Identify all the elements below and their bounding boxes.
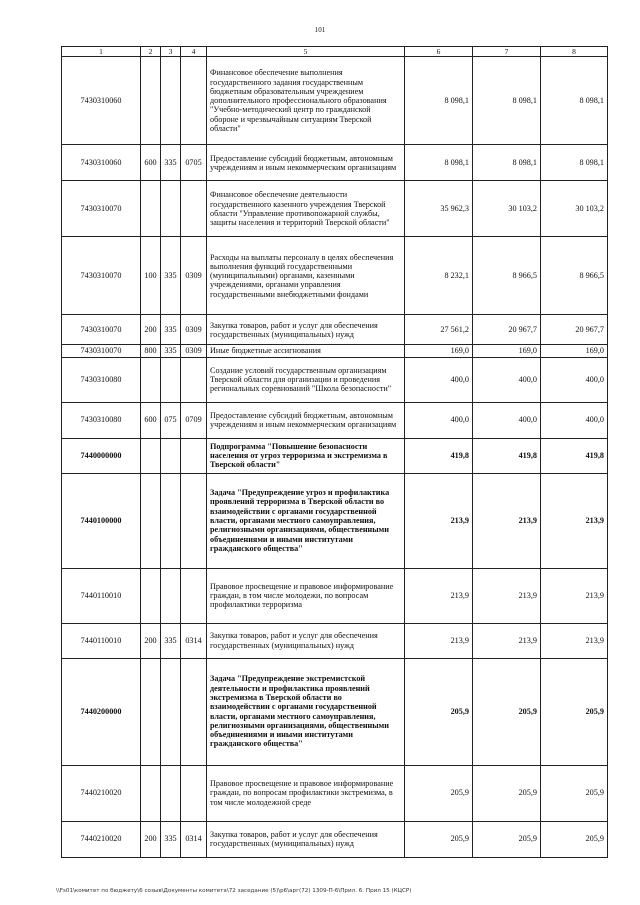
ministry-code-cell (161, 438, 181, 473)
description-cell: Правовое просвещение и правовое информирование граждан, по вопросам профилактики экстремизма, в том числе молодежной среде (207, 765, 405, 821)
expense-type-cell: 200 (141, 821, 161, 857)
description-cell: Создание условий государственным организациям Тверской области для организации и проведения региональных соревнований "Школа безопасности" (207, 357, 405, 402)
section-code-cell: 0709 (181, 402, 207, 438)
amount-year3-cell: 205,9 (541, 765, 608, 821)
description-cell: Закупка товаров, работ и услуг для обеспечения государственных (муниципальных) нужд (207, 315, 405, 345)
section-code-cell (181, 765, 207, 821)
description-cell: Финансовое обеспечение выполнения государственного задания государственным бюджетным образовательным учреждением дополнительного профессионального образования "Учебно-методический центр по гражданской обороне и чрезвычайным ситуациям Тверской области" (207, 57, 405, 145)
expense-type-cell (141, 357, 161, 402)
table-row (62, 821, 608, 857)
amount-year3-cell: 213,9 (541, 473, 608, 568)
expense-type-cell (141, 438, 161, 473)
column-header: 6 (405, 47, 473, 57)
ministry-code-cell: 335 (161, 821, 181, 857)
target-code-cell: 7440210020 (62, 821, 141, 857)
section-code-cell: 0309 (181, 237, 207, 315)
section-code-cell: 0314 (181, 821, 207, 857)
expense-type-cell (141, 181, 161, 237)
expense-type-cell: 600 (141, 145, 161, 181)
amount-year3-cell: 213,9 (541, 623, 608, 658)
target-code-cell: 7440200000 (62, 658, 141, 765)
amount-year2-cell: 20 967,7 (473, 315, 541, 345)
target-code-cell: 7430310080 (62, 357, 141, 402)
expense-type-cell (141, 765, 161, 821)
table-row (62, 473, 608, 568)
table-row (62, 57, 608, 145)
description-cell: Иные бюджетные ассигнования (207, 345, 405, 357)
amount-year3-cell: 205,9 (541, 821, 608, 857)
expense-type-cell: 600 (141, 402, 161, 438)
expense-type-cell: 800 (141, 345, 161, 357)
column-header: 4 (181, 47, 207, 57)
description-cell: Предоставление субсидий бюджетным, автономным учреждениям и иным некоммерческим организациям (207, 402, 405, 438)
budget-table (61, 46, 608, 858)
table-row (62, 765, 608, 821)
description-cell: Расходы на выплаты персоналу в целях обеспечения выполнения функций государственными (муниципальными) органами, казенными учреждениями, органами управления государственными внебюджетными фондами (207, 237, 405, 315)
column-header: 1 (62, 47, 141, 57)
section-code-cell (181, 181, 207, 237)
table-row (62, 315, 608, 345)
amount-year3-cell: 169,0 (541, 345, 608, 357)
table-row (62, 145, 608, 181)
column-header: 8 (541, 47, 608, 57)
amount-year3-cell: 419,8 (541, 438, 608, 473)
column-header: 5 (207, 47, 405, 57)
amount-year1-cell: 35 962,3 (405, 181, 473, 237)
amount-year2-cell: 400,0 (473, 357, 541, 402)
amount-year2-cell: 205,9 (473, 658, 541, 765)
table-row (62, 402, 608, 438)
section-code-cell (181, 357, 207, 402)
amount-year2-cell: 205,9 (473, 821, 541, 857)
target-code-cell: 7440110010 (62, 568, 141, 623)
expense-type-cell: 100 (141, 237, 161, 315)
target-code-cell: 7430310080 (62, 402, 141, 438)
expense-type-cell (141, 568, 161, 623)
amount-year3-cell: 400,0 (541, 402, 608, 438)
target-code-cell: 7440210020 (62, 765, 141, 821)
description-cell: Правовое просвещение и правовое информирование граждан, в том числе молодежи, по вопросам профилактики терроризма (207, 568, 405, 623)
amount-year3-cell: 30 103,2 (541, 181, 608, 237)
table-row (62, 568, 608, 623)
amount-year1-cell: 169,0 (405, 345, 473, 357)
table-row (62, 345, 608, 357)
expense-type-cell (141, 57, 161, 145)
amount-year3-cell: 8 098,1 (541, 145, 608, 181)
amount-year1-cell: 400,0 (405, 357, 473, 402)
ministry-code-cell (161, 357, 181, 402)
ministry-code-cell: 335 (161, 145, 181, 181)
table-row (62, 357, 608, 402)
amount-year1-cell: 205,9 (405, 765, 473, 821)
ministry-code-cell: 335 (161, 237, 181, 315)
amount-year2-cell: 419,8 (473, 438, 541, 473)
amount-year1-cell: 213,9 (405, 568, 473, 623)
amount-year2-cell: 169,0 (473, 345, 541, 357)
ministry-code-cell: 335 (161, 345, 181, 357)
amount-year1-cell: 8 098,1 (405, 145, 473, 181)
amount-year1-cell: 213,9 (405, 623, 473, 658)
section-code-cell (181, 438, 207, 473)
table-row (62, 181, 608, 237)
amount-year2-cell: 8 098,1 (473, 57, 541, 145)
ministry-code-cell (161, 473, 181, 568)
section-code-cell: 0309 (181, 315, 207, 345)
target-code-cell: 7430310070 (62, 315, 141, 345)
amount-year2-cell: 30 103,2 (473, 181, 541, 237)
target-code-cell: 7430310070 (62, 237, 141, 315)
description-cell: Предоставление субсидий бюджетным, автономным учреждениям и иным некоммерческим организациям (207, 145, 405, 181)
target-code-cell: 7430310060 (62, 57, 141, 145)
amount-year3-cell: 205,9 (541, 658, 608, 765)
page-number: 101 (314, 26, 326, 34)
amount-year2-cell: 213,9 (473, 568, 541, 623)
ministry-code-cell (161, 568, 181, 623)
table-row (62, 438, 608, 473)
ministry-code-cell (161, 658, 181, 765)
column-header: 3 (161, 47, 181, 57)
target-code-cell: 7440110010 (62, 623, 141, 658)
table-row (62, 237, 608, 315)
section-code-cell: 0314 (181, 623, 207, 658)
file-path-footer: \\Fs01\комитет по бюджету\6 созыв\Документы комитета\72 заседание (5)\р6\арг(72) 1309-П-6\Прил. 6. Прил 15 (КЦСР) (56, 888, 412, 894)
section-code-cell (181, 57, 207, 145)
amount-year3-cell: 8 966,5 (541, 237, 608, 315)
expense-type-cell: 200 (141, 623, 161, 658)
expense-type-cell (141, 473, 161, 568)
target-code-cell: 7440000000 (62, 438, 141, 473)
expense-type-cell: 200 (141, 315, 161, 345)
table-row (62, 623, 608, 658)
table-row (62, 658, 608, 765)
ministry-code-cell: 335 (161, 315, 181, 345)
ministry-code-cell: 335 (161, 623, 181, 658)
amount-year1-cell: 205,9 (405, 821, 473, 857)
description-cell: Закупка товаров, работ и услуг для обеспечения государственных (муниципальных) нужд (207, 821, 405, 857)
section-code-cell: 0309 (181, 345, 207, 357)
amount-year2-cell: 8 966,5 (473, 237, 541, 315)
amount-year3-cell: 8 098,1 (541, 57, 608, 145)
ministry-code-cell: 075 (161, 402, 181, 438)
ministry-code-cell (161, 765, 181, 821)
amount-year1-cell: 419,8 (405, 438, 473, 473)
ministry-code-cell (161, 57, 181, 145)
description-cell: Задача "Предупреждение угроз и профилактика проявлений терроризма в Тверской области во взаимодействии с органами государственной власти, органами местного самоуправления, религиозными организациями, общественными объединениями и иными институтами гражданского общества" (207, 473, 405, 568)
column-number-row (62, 47, 608, 57)
amount-year2-cell: 8 098,1 (473, 145, 541, 181)
amount-year2-cell: 213,9 (473, 623, 541, 658)
amount-year2-cell: 213,9 (473, 473, 541, 568)
amount-year2-cell: 205,9 (473, 765, 541, 821)
amount-year1-cell: 8 098,1 (405, 57, 473, 145)
section-code-cell: 0705 (181, 145, 207, 181)
target-code-cell: 7430310060 (62, 145, 141, 181)
section-code-cell (181, 658, 207, 765)
column-header: 7 (473, 47, 541, 57)
amount-year3-cell: 213,9 (541, 568, 608, 623)
amount-year1-cell: 8 232,1 (405, 237, 473, 315)
amount-year3-cell: 400,0 (541, 357, 608, 402)
amount-year3-cell: 20 967,7 (541, 315, 608, 345)
description-cell: Подпрограмма "Повышение безопасности населения от угроз терроризма и экстремизма в Тверской области" (207, 438, 405, 473)
expense-type-cell (141, 658, 161, 765)
amount-year1-cell: 205,9 (405, 658, 473, 765)
target-code-cell: 7430310070 (62, 181, 141, 237)
description-cell: Задача "Предупреждение экстремистской деятельности и профилактика проявлений экстремизма в Тверской области во взаимодействии с органами государственной власти, органами местного самоуправления, религиозными организациями, общественными объединениями и иными институтами гражданского общества" (207, 658, 405, 765)
amount-year1-cell: 213,9 (405, 473, 473, 568)
target-code-cell: 7430310070 (62, 345, 141, 357)
amount-year1-cell: 27 561,2 (405, 315, 473, 345)
amount-year2-cell: 400,0 (473, 402, 541, 438)
section-code-cell (181, 568, 207, 623)
description-cell: Закупка товаров, работ и услуг для обеспечения государственных (муниципальных) нужд (207, 623, 405, 658)
amount-year1-cell: 400,0 (405, 402, 473, 438)
description-cell: Финансовое обеспечение деятельности государственного казенного учреждения Тверской области "Управление противопожарной службы, защиты населения и территорий Тверской области" (207, 181, 405, 237)
target-code-cell: 7440100000 (62, 473, 141, 568)
section-code-cell (181, 473, 207, 568)
ministry-code-cell (161, 181, 181, 237)
column-header: 2 (141, 47, 161, 57)
